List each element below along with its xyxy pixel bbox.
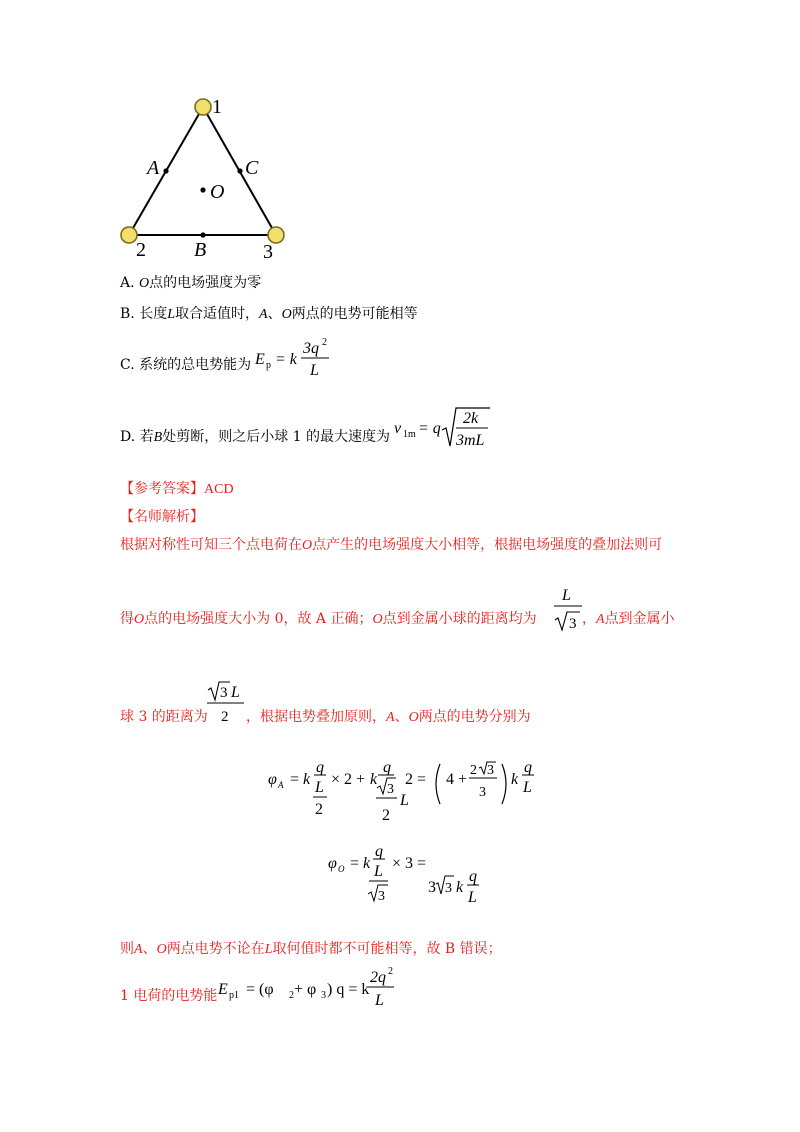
option-b-prefix: B.	[120, 306, 135, 322]
d-num: 2k	[463, 410, 479, 427]
option-b-text1: 长度	[139, 306, 168, 322]
answer-label: 【参考答案】	[120, 481, 204, 497]
phiO-q: q	[375, 844, 383, 860]
c-num: 3q	[303, 340, 319, 357]
phiA-q3: q	[524, 760, 532, 776]
p2-fnum: L	[562, 587, 571, 604]
d-den: 3mL	[456, 432, 485, 449]
p4-t2: 、	[142, 941, 157, 957]
p5-s2: 2	[289, 990, 294, 1001]
phiA-two2: 2	[382, 807, 390, 824]
p2-froot: 3	[569, 616, 577, 632]
option-d-text2: 处剪断，则之后小球 1 的最大速度为	[162, 429, 391, 445]
phiA-num2: 2	[470, 763, 477, 778]
label-3: 3	[263, 241, 273, 260]
option-d-prefix: D.	[120, 429, 136, 445]
phiO-eq: =	[350, 855, 360, 872]
option-d-formula	[392, 402, 502, 452]
d-sub: 1m	[403, 429, 416, 440]
p4-v2: O	[156, 942, 167, 957]
p3-v1: A	[386, 710, 395, 725]
p1-v1: O	[302, 538, 313, 553]
phiA-lparen	[436, 764, 440, 804]
phiO-k2: k	[456, 879, 464, 896]
analysis-para-2a	[120, 609, 537, 630]
reference-answer	[120, 479, 234, 500]
d-lhs: v	[394, 420, 402, 437]
option-d-var1: B	[153, 430, 163, 445]
d-eq: = q	[418, 420, 441, 437]
p5-s3: 3	[321, 990, 326, 1001]
p3-t1: 球 3 的距离为	[120, 709, 208, 725]
label-A: A	[147, 157, 160, 179]
p5-num: 2q	[370, 969, 386, 986]
p5-formula	[216, 962, 396, 1012]
analysis-para-3a	[120, 707, 208, 727]
phiA-sub: A	[278, 780, 284, 790]
option-c	[120, 355, 251, 375]
option-b	[120, 304, 418, 325]
phiO-times3: × 3 =	[392, 855, 427, 872]
option-d-text1: 若	[139, 429, 154, 445]
c-eq: = k	[275, 351, 297, 368]
phiO-k: k	[363, 855, 371, 872]
option-b-var3: O	[281, 307, 292, 322]
option-c-prefix: C.	[120, 357, 135, 373]
p5-lhs: E	[218, 981, 228, 998]
p5-close: ) q = k	[327, 981, 370, 998]
phiA-q2: q	[383, 760, 391, 776]
p2-t2: 点的电场强度大小为 0，故 A 正确；	[144, 611, 373, 627]
phiA-two3: 2	[405, 771, 413, 788]
p1-t1: 根据对称性可知三个点电荷在	[120, 537, 302, 553]
label-B: B	[194, 239, 207, 260]
p2-v2: O	[372, 612, 383, 627]
c-sub: p	[266, 360, 271, 371]
phiA-three: 3	[479, 785, 486, 800]
equation-phi-o	[326, 844, 496, 914]
midpoint-C-dot	[237, 168, 242, 173]
option-c-text: 系统的总电势能为	[139, 357, 252, 373]
analysis-para-5	[120, 986, 217, 1006]
c-sup: 2	[322, 337, 327, 348]
phiO-phi: φ	[328, 855, 337, 872]
option-a-text: 点的电场强度为零	[149, 275, 262, 291]
p2-t3: 点到金属小球的距离均为	[382, 611, 537, 627]
p5-sup: 2	[388, 966, 393, 977]
p4-v3: L	[264, 942, 273, 957]
ball-1	[195, 99, 211, 115]
p1-t2: 点产生的电场强度大小相等，根据电场强度的叠加法则可	[312, 537, 663, 553]
analysis-label: 【名师解析】	[120, 509, 204, 525]
p4-t4: 取何值时都不可能相等，故 B 错误；	[272, 941, 502, 957]
phiA-k1: k	[303, 771, 311, 788]
p3-t2: ，根据电势叠加原则，	[246, 709, 386, 725]
phiA-r3a: 3	[387, 782, 394, 797]
option-b-text2: 取合适值时，	[175, 306, 259, 322]
label-1: 1	[212, 96, 222, 118]
p2-v1: O	[134, 612, 145, 627]
phiO-sub: O	[338, 864, 345, 874]
phiA-two1: 2	[315, 801, 323, 818]
phiO-q2: q	[469, 868, 477, 885]
p4-t1: 则	[120, 941, 134, 957]
phiA-phi: φ	[268, 771, 277, 788]
phiA-k2: k	[370, 771, 378, 788]
p2-t4: ，	[582, 611, 596, 627]
c-lhs: E	[255, 351, 265, 368]
p3-t4: 两点的电势分别为	[418, 709, 531, 725]
midpoint-B-dot	[200, 232, 205, 237]
p4-t3: 两点电势不论在	[166, 941, 265, 957]
equation-phi-a	[264, 760, 554, 832]
option-d	[120, 427, 390, 448]
option-b-var1: L	[167, 307, 175, 322]
option-c-formula	[253, 333, 363, 383]
p3-fraction	[204, 680, 250, 730]
center-O-dot	[200, 187, 205, 192]
phiO-three: 3	[428, 879, 436, 896]
phiA-rparen	[502, 764, 506, 804]
p5-t1: 1 电荷的电势能	[120, 988, 218, 1004]
option-a	[120, 273, 261, 294]
p3-v2: O	[408, 710, 419, 725]
phiO-L2: L	[468, 889, 477, 906]
option-a-var: O	[139, 276, 150, 291]
phiA-eq2: =	[417, 771, 427, 788]
label-C: C	[245, 157, 259, 179]
p5-mid: = (φ	[246, 981, 274, 998]
charges-triangle-figure	[110, 90, 310, 260]
c-den: L	[310, 362, 319, 379]
p2-v3: A	[596, 612, 605, 627]
analysis-para-2b	[582, 609, 675, 630]
p5-sub: p1	[229, 990, 239, 1001]
label-2: 2	[136, 239, 146, 260]
phiA-k3: k	[511, 771, 519, 788]
phiO-r3: 3	[378, 889, 385, 904]
p2-t5: 点到金属小	[604, 611, 675, 627]
phiA-r3b: 3	[487, 763, 494, 778]
p3-fden: 2	[221, 709, 229, 725]
p2-fraction	[550, 582, 586, 634]
label-O: O	[210, 181, 225, 203]
option-b-text3: 、	[267, 306, 282, 322]
analysis-para-1	[120, 535, 662, 556]
analysis-para-4	[120, 939, 502, 960]
midpoint-A-dot	[163, 168, 168, 173]
analysis-para-3b	[246, 707, 531, 728]
phiA-L2: L	[400, 792, 409, 809]
phiA-L1: L	[315, 779, 324, 796]
p3-fnum-var: L	[231, 684, 240, 701]
phiA-L3: L	[523, 779, 532, 796]
phiA-times2: × 2 +	[331, 771, 366, 788]
option-b-var2: A	[259, 307, 268, 322]
p3-t3: 、	[394, 709, 409, 725]
p4-v1: A	[134, 942, 143, 957]
option-b-text4: 两点的电势可能相等	[291, 306, 418, 322]
phiA-q1: q	[316, 760, 324, 776]
p5-plus: + φ	[294, 981, 317, 998]
ball-2	[121, 227, 137, 243]
phiO-L: L	[374, 863, 383, 880]
phiO-r3b: 3	[445, 881, 452, 896]
p3-fnum-root: 3	[220, 685, 228, 701]
option-a-prefix: A.	[120, 275, 135, 291]
p2-t1: 得	[120, 611, 134, 627]
answer-value: ACD	[204, 482, 234, 497]
phiA-eq: =	[290, 771, 300, 788]
p5-den: L	[375, 992, 384, 1009]
phiA-four: 4 +	[446, 771, 468, 788]
